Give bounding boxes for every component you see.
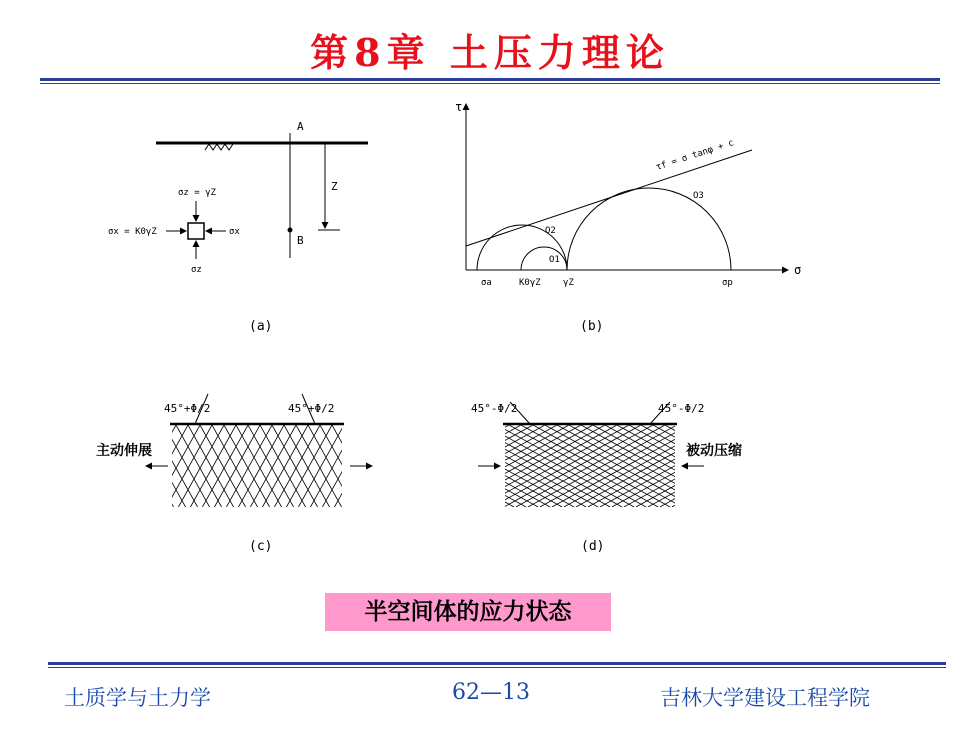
- slip-line: [689, 425, 838, 507]
- slip-line: [797, 425, 946, 507]
- slip-line: [368, 425, 414, 507]
- slip-line: [432, 425, 581, 507]
- circle-o3: [567, 188, 731, 270]
- slip-line: [545, 425, 694, 507]
- ground-hatch: [205, 144, 233, 150]
- slip-line: [509, 425, 658, 507]
- slip-line: [226, 425, 272, 507]
- slip-line: [552, 425, 701, 507]
- slip-line: [497, 425, 646, 507]
- slip-line: [44, 425, 90, 507]
- slip-line: [286, 425, 332, 507]
- label-envelope: τf = σ tanφ + c: [654, 138, 736, 173]
- label-point-b: B: [297, 234, 304, 247]
- label-passive-compression: 被动压缩: [686, 443, 742, 459]
- caption-d: (d): [581, 539, 605, 554]
- panel-b: [466, 104, 788, 270]
- slip-line: [260, 425, 306, 507]
- slip-line: [380, 425, 426, 507]
- label-o1: O1: [549, 255, 560, 265]
- slip-line: [70, 425, 116, 507]
- label-active-extension: 主动伸展: [96, 443, 152, 459]
- slip-line: [250, 425, 296, 507]
- slip-line: [392, 425, 438, 507]
- bottom-rule: [48, 662, 946, 665]
- slip-line: [262, 425, 308, 507]
- label-o3: O3: [693, 191, 704, 201]
- label-sigma-a: σa: [481, 278, 492, 288]
- slip-line: [725, 425, 874, 507]
- slip-line: [377, 425, 526, 507]
- slip-line: [504, 425, 653, 507]
- slip-line: [401, 425, 550, 507]
- angle-label-c-left: 45°+Φ/2: [164, 402, 211, 415]
- label-sigma-axis: σ: [794, 263, 802, 277]
- slip-line: [190, 425, 236, 507]
- label-k0gz: K0γZ: [519, 278, 541, 288]
- slip-line: [480, 425, 629, 507]
- footer-course: 土质学与土力学: [64, 686, 211, 710]
- slip-line: [749, 425, 898, 507]
- slip-line: [56, 425, 102, 507]
- slip-line: [164, 425, 210, 507]
- soil-element: [188, 223, 204, 239]
- slip-line: [737, 425, 886, 507]
- slip-line: [684, 425, 833, 507]
- slip-line: [773, 425, 922, 507]
- slip-line: [588, 425, 737, 507]
- slip-line: [32, 425, 78, 507]
- page-title: 第8章 土压力理论: [310, 30, 670, 75]
- circle-o1: [521, 247, 567, 270]
- slip-line: [406, 425, 452, 507]
- slip-line: [248, 425, 294, 507]
- label-o2: O2: [545, 226, 556, 236]
- slip-line: [0, 425, 44, 507]
- slip-line: [200, 425, 246, 507]
- slip-line: [581, 425, 730, 507]
- slip-line: [0, 425, 8, 507]
- slip-line: [202, 425, 248, 507]
- slip-line: [10, 425, 56, 507]
- figure-caption: 半空间体的应力状态: [325, 593, 611, 631]
- caption-a: (a): [249, 319, 273, 334]
- label-depth-z: Z: [331, 180, 338, 193]
- footer-page-number: 62—13: [452, 680, 530, 705]
- slip-line: [8, 425, 54, 507]
- slip-line: [785, 425, 934, 507]
- slip-line: [94, 425, 140, 507]
- caption-c: (c): [249, 539, 273, 554]
- label-gz: γZ: [563, 278, 574, 288]
- slip-line: [310, 425, 356, 507]
- slip-line: [58, 425, 104, 507]
- slip-line: [370, 425, 416, 507]
- angle-label-c-right: 45°+Φ/2: [288, 402, 335, 415]
- slip-line: [68, 425, 114, 507]
- slip-line: [384, 425, 533, 507]
- slip-line: [284, 425, 330, 507]
- footer-school: 吉林大学建设工程学院: [660, 686, 870, 710]
- slip-line: [0, 425, 20, 507]
- slip-line: [416, 425, 462, 507]
- slip-line: [106, 425, 152, 507]
- slip-line: [521, 425, 670, 507]
- slip-line: [82, 425, 128, 507]
- slip-line: [605, 425, 754, 507]
- slip-line: [701, 425, 850, 507]
- label-sigma-p: σp: [722, 278, 733, 288]
- slip-line: [418, 425, 464, 507]
- slip-line: [761, 425, 910, 507]
- slip-line: [528, 425, 677, 507]
- slip-line: [176, 425, 222, 507]
- slip-line: [833, 425, 980, 507]
- slip-line: [308, 425, 354, 507]
- label-tau-axis: τ: [455, 100, 463, 114]
- panel-d: [192, 402, 980, 507]
- label-sigma-h: σx = K0γZ: [108, 227, 157, 237]
- slip-line: [809, 425, 958, 507]
- slip-line: [492, 425, 641, 507]
- slip-line: [396, 425, 545, 507]
- slip-line: [641, 425, 790, 507]
- slip-line: [92, 425, 138, 507]
- slip-line: [449, 425, 598, 507]
- slip-line: [382, 425, 428, 507]
- slip-line: [593, 425, 742, 507]
- panel-c: [0, 394, 546, 507]
- bottom-rule-thin: [48, 667, 946, 668]
- angle-label-d-left: 45°-Φ/2: [471, 402, 518, 415]
- slip-line: [214, 425, 260, 507]
- slip-line: [296, 425, 342, 507]
- slip-line: [324, 425, 473, 507]
- label-sigma-v: σz = γZ: [178, 188, 216, 198]
- slip-line: [238, 425, 284, 507]
- slip-line: [648, 425, 797, 507]
- label-sigma-z-bottom: σz: [191, 265, 202, 275]
- slip-line: [821, 425, 970, 507]
- slip-line: [224, 425, 270, 507]
- slip-line: [516, 425, 665, 507]
- slip-line: [274, 425, 320, 507]
- slip-line: [0, 425, 32, 507]
- slip-line: [430, 425, 476, 507]
- slip-line: [713, 425, 862, 507]
- slip-line: [636, 425, 785, 507]
- slip-line: [485, 425, 634, 507]
- slip-line: [272, 425, 318, 507]
- angle-label-d-right: 45°-Φ/2: [658, 402, 705, 415]
- slip-line: [46, 425, 92, 507]
- slip-line: [34, 425, 80, 507]
- slip-line: [437, 425, 586, 507]
- slip-line: [22, 425, 68, 507]
- slip-line: [533, 425, 682, 507]
- slip-line: [428, 425, 474, 507]
- slip-line: [80, 425, 126, 507]
- slip-line: [389, 425, 538, 507]
- slip-line: [166, 425, 212, 507]
- slip-line: [178, 425, 224, 507]
- slip-line: [188, 425, 234, 507]
- slip-line: [212, 425, 258, 507]
- slip-line: [404, 425, 450, 507]
- caption-b: (b): [580, 319, 604, 334]
- slip-line: [394, 425, 440, 507]
- slip-line: [653, 425, 802, 507]
- slip-line: [236, 425, 282, 507]
- slip-line: [104, 425, 150, 507]
- label-point-a: A: [297, 120, 304, 133]
- slip-line: [444, 425, 593, 507]
- slip-line: [600, 425, 749, 507]
- slip-line: [540, 425, 689, 507]
- slip-line: [20, 425, 66, 507]
- label-sigma-x-right: σx: [229, 227, 240, 237]
- slip-line: [298, 425, 344, 507]
